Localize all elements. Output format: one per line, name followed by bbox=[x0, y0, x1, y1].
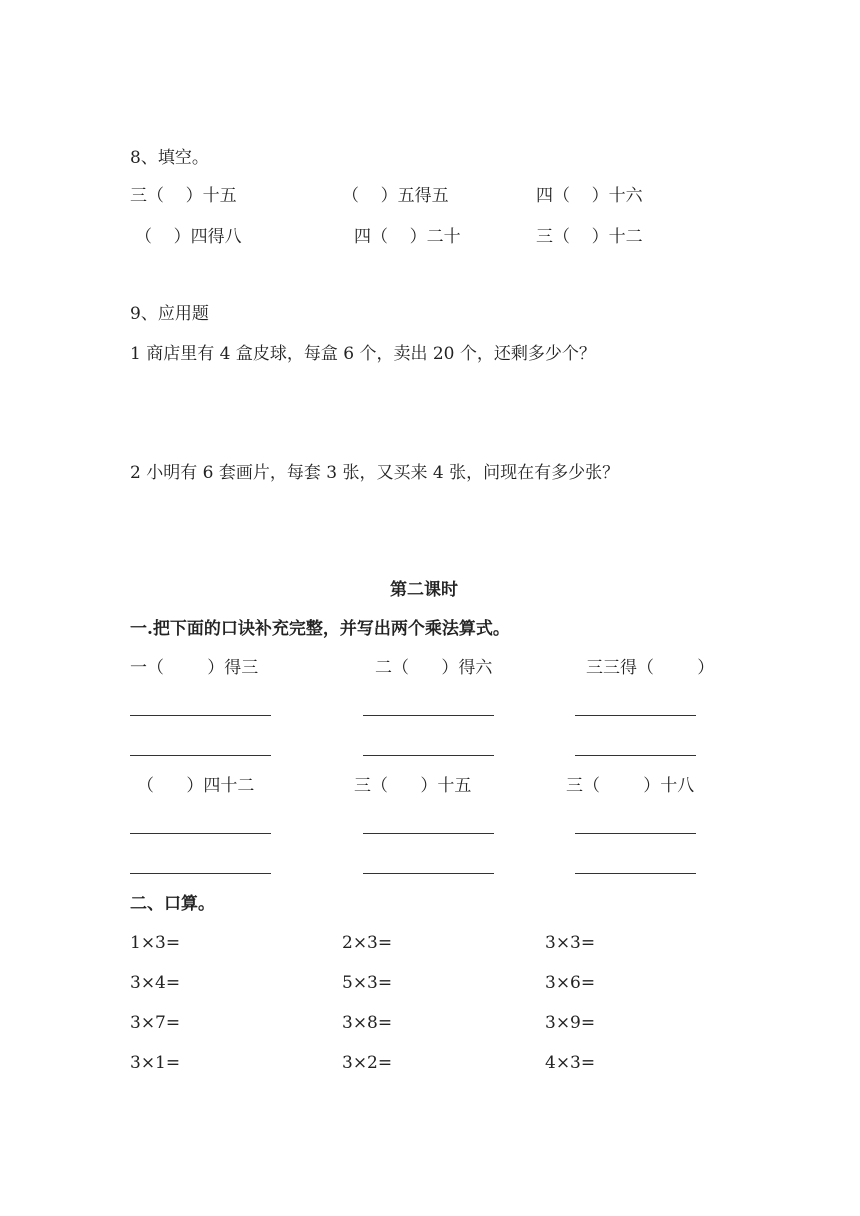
answer-line[interactable] bbox=[130, 873, 271, 874]
answer-line[interactable] bbox=[363, 833, 494, 834]
q8-item-1: 三（ ）十五 bbox=[130, 186, 237, 206]
q8-item-6: 三（ ）十二 bbox=[536, 227, 643, 247]
q9-problem-2: 2 小明有 6 套画片，每套 3 张，又买来 4 张，问现在有多少张？ bbox=[130, 463, 620, 483]
answer-line[interactable] bbox=[130, 755, 271, 756]
mnemonic-item-5: 三（ ）十五 bbox=[354, 776, 472, 796]
oral-item: 3×4= bbox=[130, 973, 181, 993]
answer-line[interactable] bbox=[130, 715, 271, 716]
mnemonic-item-3: 三三得（ ） bbox=[586, 658, 715, 678]
mnemonic-item-2: 二（ ）得六 bbox=[375, 658, 493, 678]
q8-item-2: （ ）五得五 bbox=[342, 186, 449, 206]
answer-line[interactable] bbox=[575, 873, 696, 874]
q8-heading: 8、填空。 bbox=[130, 148, 209, 168]
mnemonic-item-4: （ ）四十二 bbox=[137, 776, 255, 796]
q9-heading: 9、应用题 bbox=[130, 304, 209, 324]
q8-item-3: 四（ ）十六 bbox=[536, 186, 643, 206]
mnemonic-item-6: 三（ ）十八 bbox=[566, 776, 695, 796]
part1-heading: 一.把下面的口诀补充完整，并写出两个乘法算式。 bbox=[130, 619, 510, 639]
answer-line[interactable] bbox=[363, 755, 494, 756]
answer-line[interactable] bbox=[575, 833, 696, 834]
oral-item: 3×3= bbox=[545, 933, 596, 953]
q8-item-4: （ ）四得八 bbox=[135, 227, 242, 247]
oral-item: 3×7= bbox=[130, 1013, 181, 1033]
oral-item: 5×3= bbox=[342, 973, 393, 993]
oral-item: 3×6= bbox=[545, 973, 596, 993]
answer-line[interactable] bbox=[575, 755, 696, 756]
oral-item: 3×2= bbox=[342, 1053, 393, 1073]
oral-item: 3×9= bbox=[545, 1013, 596, 1033]
answer-line[interactable] bbox=[363, 873, 494, 874]
answer-line[interactable] bbox=[575, 715, 696, 716]
mnemonic-item-1: 一（ ）得三 bbox=[130, 658, 259, 678]
oral-item: 3×8= bbox=[342, 1013, 393, 1033]
lesson2-title: 第二课时 bbox=[390, 580, 458, 600]
q8-item-5: 四（ ）二十 bbox=[354, 227, 461, 247]
part2-heading: 二、口算。 bbox=[130, 894, 215, 914]
oral-item: 1×3= bbox=[130, 933, 181, 953]
q9-problem-1: 1 商店里有 4 盒皮球，每盒 6 个，卖出 20 个，还剩多少个？ bbox=[130, 344, 596, 364]
oral-item: 3×1= bbox=[130, 1053, 181, 1073]
oral-item: 2×3= bbox=[342, 933, 393, 953]
oral-item: 4×3= bbox=[545, 1053, 596, 1073]
answer-line[interactable] bbox=[130, 833, 271, 834]
answer-line[interactable] bbox=[363, 715, 494, 716]
